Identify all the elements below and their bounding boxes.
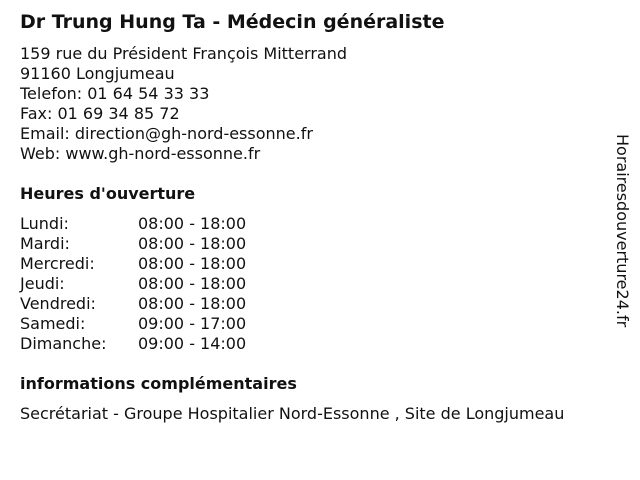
phone-number: Telefon: 01 64 54 33 33 xyxy=(20,84,210,103)
address-city: 91160 Longjumeau xyxy=(20,64,175,83)
hours-day: Mardi: xyxy=(20,234,70,253)
hours-time: 08:00 - 18:00 xyxy=(138,294,247,313)
hours-day: Jeudi: xyxy=(20,274,65,293)
hours-time: 08:00 - 18:00 xyxy=(138,274,247,293)
website-address: Web: www.gh-nord-essonne.fr xyxy=(20,144,261,163)
hours-time: 09:00 - 14:00 xyxy=(138,334,247,353)
page-title: Dr Trung Hung Ta - Médecin généraliste xyxy=(20,11,445,33)
opening-hours-table xyxy=(20,214,246,354)
hours-time: 08:00 - 18:00 xyxy=(138,214,247,233)
hours-time: 08:00 - 18:00 xyxy=(138,234,247,253)
email-address: Email: direction@gh-nord-essonne.fr xyxy=(20,124,313,143)
hours-day: Lundi: xyxy=(20,214,69,233)
hours-time: 09:00 - 17:00 xyxy=(138,314,247,333)
hours-day: Vendredi: xyxy=(20,294,96,313)
hours-row-thursday xyxy=(20,274,246,294)
hours-day: Mercredi: xyxy=(20,254,95,273)
fax-number: Fax: 01 69 34 85 72 xyxy=(20,104,180,123)
site-watermark: Horairesdouverture24.fr xyxy=(613,134,632,328)
hours-day: Dimanche: xyxy=(20,334,107,353)
opening-hours-heading: Heures d'ouverture xyxy=(20,184,196,203)
additional-info-heading: informations complémentaires xyxy=(20,374,297,393)
hours-row-tuesday xyxy=(20,234,246,254)
hours-row-wednesday xyxy=(20,254,246,274)
hours-time: 08:00 - 18:00 xyxy=(138,254,247,273)
hours-row-saturday xyxy=(20,314,246,334)
hours-row-friday xyxy=(20,294,246,314)
additional-info-text: Secrétariat - Groupe Hospitalier Nord-Essonne , Site de Longjumeau xyxy=(20,404,565,423)
hours-row-sunday xyxy=(20,334,246,354)
address-street: 159 rue du Président François Mitterrand xyxy=(20,44,348,63)
hours-row-monday xyxy=(20,214,246,234)
contact-block xyxy=(20,44,347,164)
hours-day: Samedi: xyxy=(20,314,86,333)
